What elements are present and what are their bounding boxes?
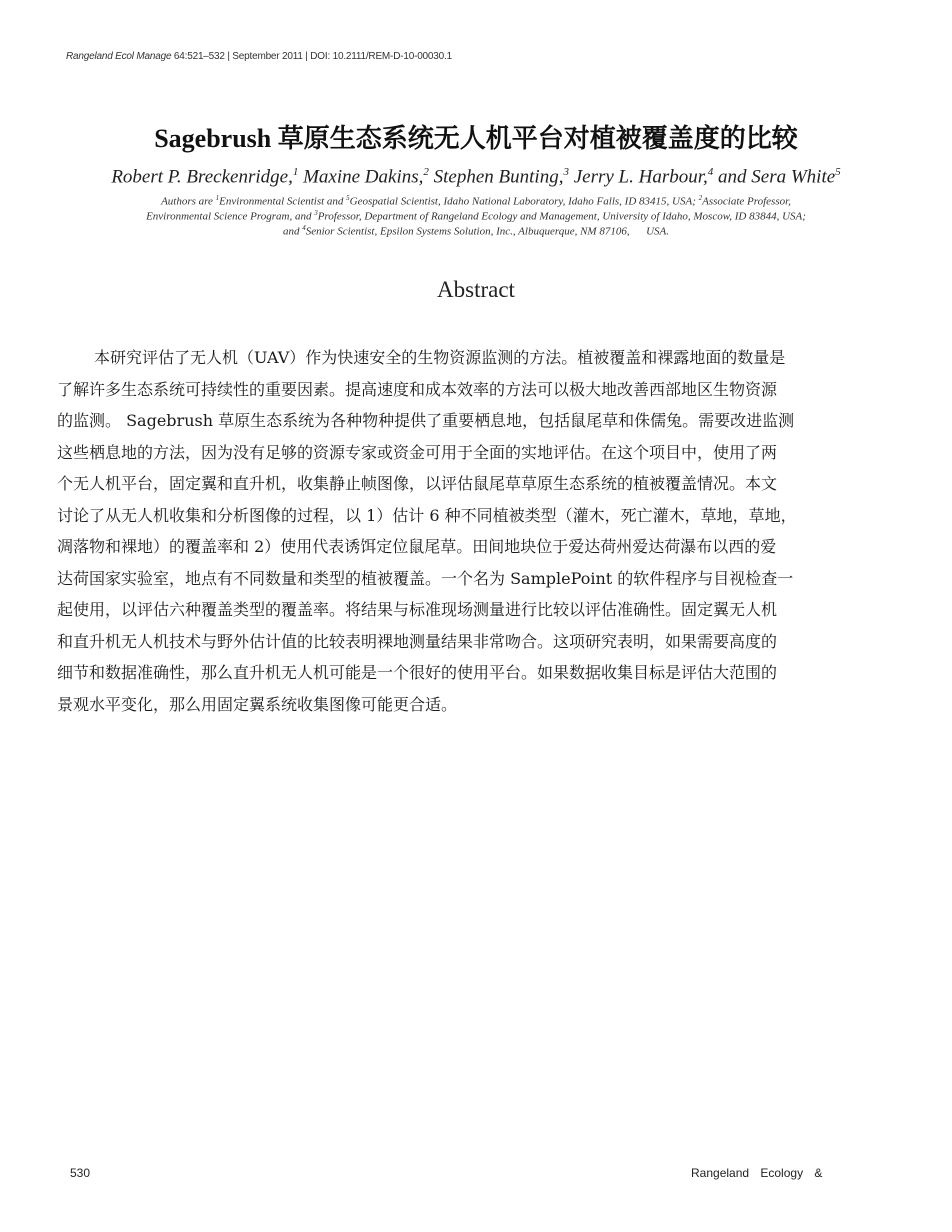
affil-sup: 1 bbox=[215, 194, 220, 202]
abstract-body bbox=[57, 342, 895, 720]
affil-text: Environmental Scientist and bbox=[219, 195, 347, 208]
citation-details: 64:521–532 | September 2011 | DOI: 10.2111/REM-D-10-00030.1 bbox=[173, 51, 452, 62]
author-4-sup: 4 bbox=[707, 166, 714, 178]
author-4: Jerry L. Harbour, bbox=[568, 166, 708, 188]
abstract-line: 和直升机无人机技术与野外估计值的比较表明裸地测量结果非常吻合。这项研究表明，如果需要高度的 bbox=[57, 631, 778, 651]
author-3-sup: 3 bbox=[563, 166, 569, 178]
affiliation-line-2 bbox=[66, 209, 886, 223]
affil-sup: 4 bbox=[302, 224, 306, 232]
abstract-line: 的监测。 Sagebrush 草原生态系统为各种物种提供了重要栖息地，包括鼠尾草和侏儒兔。需要改进监测 bbox=[57, 411, 795, 430]
abstract-line: 这些栖息地的方法，因为没有足够的资源专家或资金可用于全面的实地评估。在这个项目中，使用了两 bbox=[57, 442, 778, 462]
affil-text: Associate Professor, bbox=[702, 195, 791, 208]
affil-text: Environmental Science Program, and bbox=[146, 210, 315, 223]
author-2: Maxine Dakins, bbox=[298, 166, 424, 188]
affil-text: and bbox=[282, 225, 303, 238]
affil-text: Geospatial Scientist, Idaho National Laboratory, Idaho Falls, ID 83415, USA; bbox=[349, 195, 699, 208]
author-list bbox=[0, 166, 952, 188]
abstract-line: 凋落物和裸地）的覆盖率和 2）使用代表诱饵定位鼠尾草。田间地块位于爱达荷州爱达荷瀑布以西的爱 bbox=[57, 537, 777, 556]
citation-header bbox=[66, 51, 452, 62]
abstract-line: 细节和数据准确性，那么直升机无人机可能是一个很好的使用平台。如果数据收集目标是评估大范围的 bbox=[57, 663, 778, 682]
affil-text: Senior Scientist, Epsilon Systems Solution, Inc., Albuquerque, NM 87106, USA. bbox=[305, 225, 670, 238]
abstract-line: 个无人机平台，固定翼和直升机，收集静止帧图像，以评估鼠尾草草原生态系统的植被覆盖情况。本文 bbox=[57, 474, 778, 493]
abstract-heading: Abstract bbox=[437, 277, 515, 302]
author-1-sup: 1 bbox=[292, 166, 299, 178]
author-1: Robert P. Breckenridge, bbox=[111, 166, 293, 188]
citation-journal: Rangeland Ecol Manage bbox=[66, 51, 172, 62]
paper-title: Sagebrush 草原生态系统无人机平台对植被覆盖度的比较 bbox=[154, 124, 798, 153]
affiliation-line-3 bbox=[66, 224, 886, 238]
affil-sup: 3 bbox=[314, 209, 318, 217]
abstract-line: 达荷国家实验室，地点有不同数量和类型的植被覆盖。一个名为 SamplePoint 的软件程序与目视检查一 bbox=[57, 568, 794, 588]
footer-journal: Rangeland Ecology & bbox=[691, 1166, 823, 1180]
author-3: Stephen Bunting, bbox=[428, 166, 564, 188]
affil-sup: 2 bbox=[698, 194, 703, 202]
affiliation-line-1 bbox=[66, 194, 886, 208]
abstract-line: 讨论了从无人机收集和分析图像的过程，以 1）估计 6 种不同植被类型（灌木，死亡灌木，草地，草地， bbox=[57, 505, 797, 525]
abstract-line: 本研究评估了无人机（UAV）作为快速安全的生物资源监测的方法。植被覆盖和裸露地面的数量是 bbox=[94, 348, 786, 367]
page-number: 530 bbox=[70, 1166, 91, 1180]
affil-sup: 5 bbox=[346, 194, 350, 202]
author-5-sup: 5 bbox=[835, 166, 841, 178]
affil-text: Professor, Department of Rangeland Ecology and Management, University of Idaho, Moscow, ID 83844, USA; bbox=[317, 210, 806, 223]
affil-text: Authors are bbox=[161, 195, 216, 208]
author-2-sup: 2 bbox=[423, 166, 429, 178]
abstract-line: 景观水平变化，那么用固定翼系统收集图像可能更合适。 bbox=[57, 694, 458, 714]
abstract-line: 起使用，以评估六种覆盖类型的覆盖率。将结果与标准现场测量进行比较以评估准确性。固定翼无人机 bbox=[57, 600, 778, 619]
abstract-line: 了解许多生态系统可持续性的重要因素。提高速度和成本效率的方法可以极大地改善西部地区生物资源 bbox=[57, 379, 778, 399]
author-5: and Sera White bbox=[713, 166, 836, 188]
